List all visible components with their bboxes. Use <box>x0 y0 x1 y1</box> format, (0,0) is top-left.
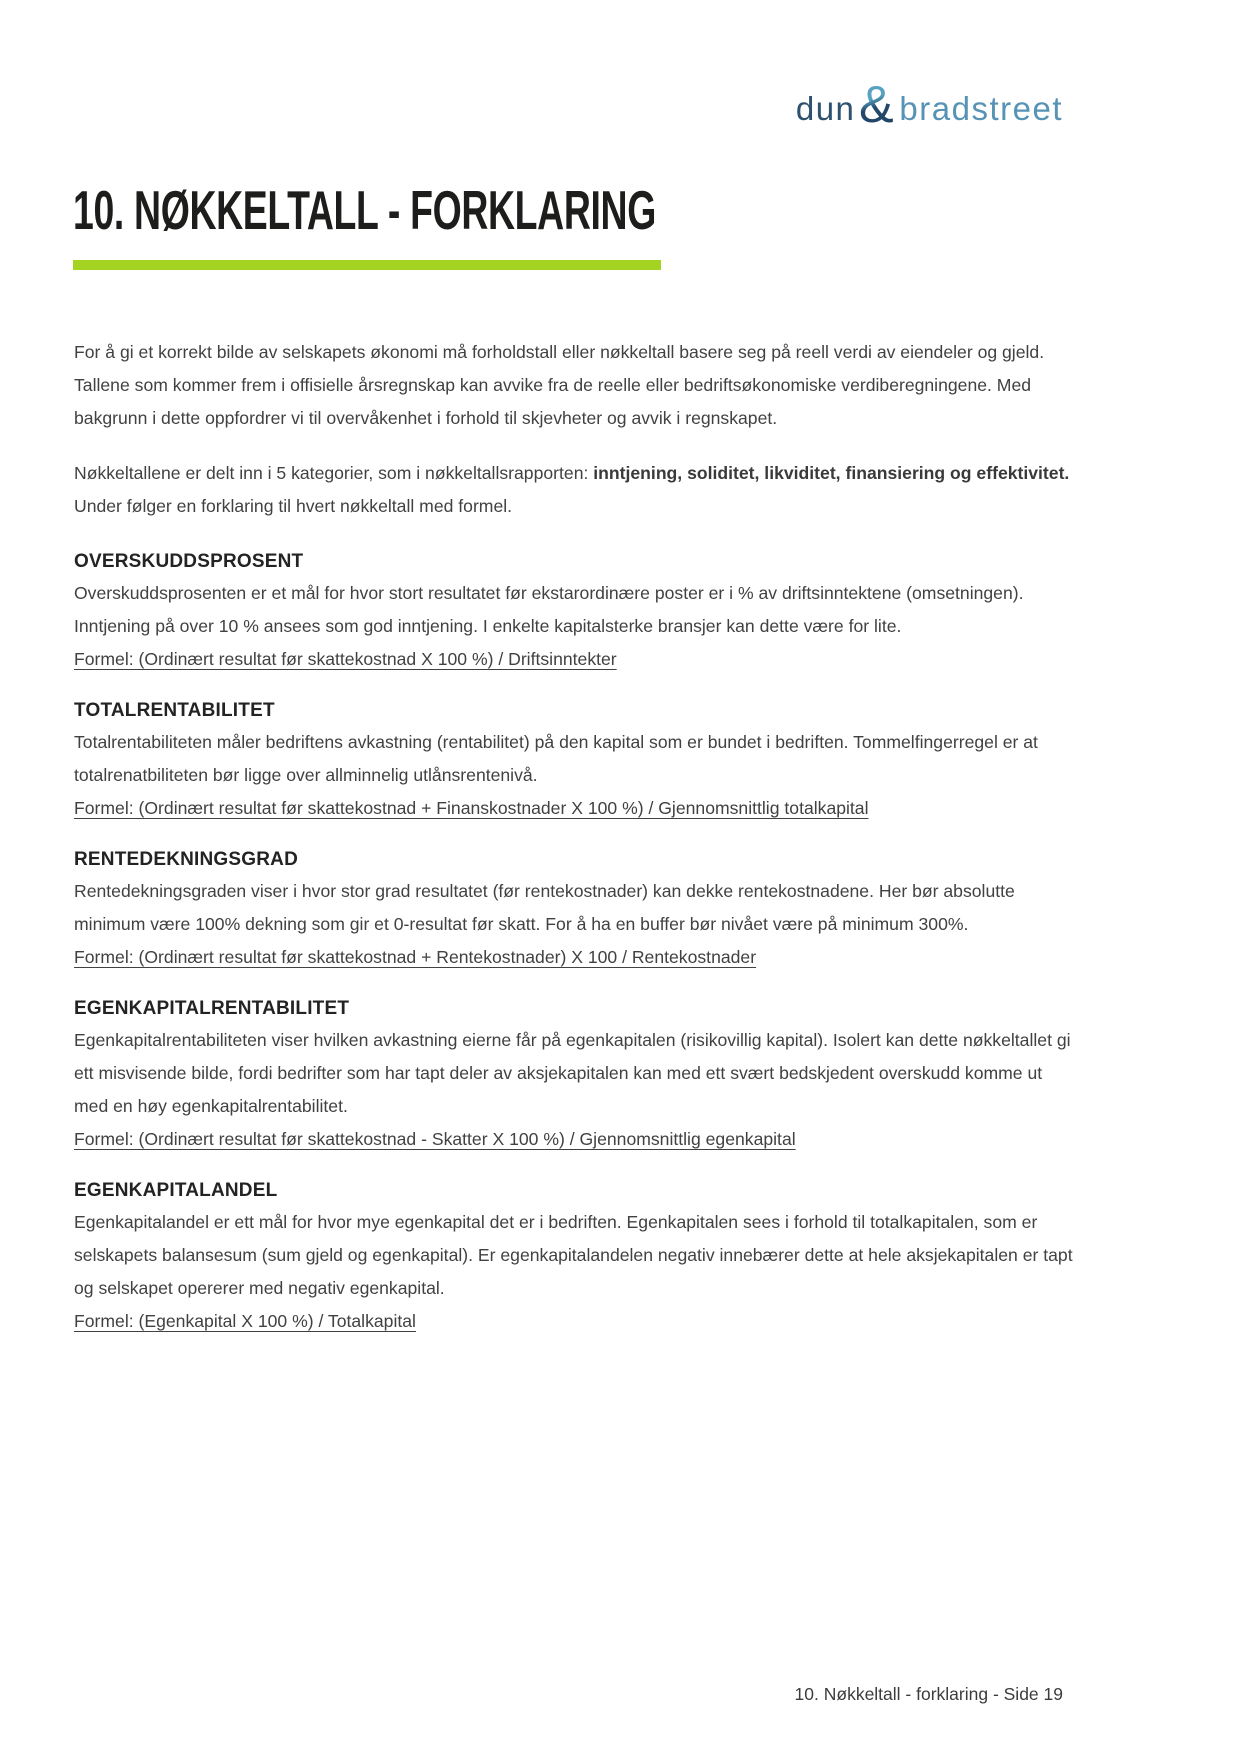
section-formula: Formel: (Ordinært resultat før skattekostnad + Rentekostnader) X 100 / Rentekostnader <box>74 947 757 967</box>
section-formula: Formel: (Egenkapital X 100 %) / Totalkapital <box>74 1311 416 1331</box>
section-title: TOTALRENTABILITET <box>74 700 275 721</box>
dun-bradstreet-logo <box>796 78 1063 138</box>
page-footer: 10. Nøkkeltall - forklaring - Side 19 <box>794 1684 1063 1704</box>
section-body: Overskuddsprosenten er et mål for hvor stort resultatet før ekstarordinære poster er i % av driftsinntektene (omsetningen). Inntjening på over 10 % ansees som god inntjening. I enkelte kapitalsterke bransjer kan dette være for lite. <box>74 583 1024 636</box>
intro-p2-categories: inntjening, soliditet, likviditet, finansiering og effektivitet. <box>593 463 1070 483</box>
kpi-section <box>74 845 1076 974</box>
page-title: 10. NØKKELTALL - FORKLARING <box>73 179 656 241</box>
logo-text-dun: dun <box>795 89 856 127</box>
title-accent-bar <box>73 260 661 270</box>
section-title: OVERSKUDDSPROSENT <box>74 551 304 572</box>
intro-p2-lead: Nøkkeltallene er delt inn i 5 kategorier, som i nøkkeltallsrapporten: <box>74 463 594 483</box>
section-formula: Formel: (Ordinært resultat før skattekostnad + Finanskostnader X 100 %) / Gjennomsnittlig totalkapital <box>74 798 869 818</box>
section-body: Egenkapitalandel er ett mål for hvor mye egenkapital det er i bedriften. Egenkapitalen sees i forhold til totalkapitalen, som er selskapets balansesum (sum gjeld og egenkapital). Er egenkapitalandelen negativ innebærer dette at hele aksjekapitalen er tapt og selskapet opererer med negativ egenkapital. <box>74 1212 1073 1298</box>
intro-paragraph-2 <box>74 457 1076 523</box>
section-title: EGENKAPITALANDEL <box>74 1180 278 1201</box>
content <box>74 336 1076 1338</box>
section-formula: Formel: (Ordinært resultat før skattekostnad X 100 %) / Driftsinntekter <box>74 649 617 669</box>
section-body: Egenkapitalrentabiliteten viser hvilken avkastning eierne får på egenkapitalen (risikovillig kapital). Isolert kan dette nøkkeltallet gi ett misvisende bilde, fordi bedrifter som har tapt deler av aksjekapitalen kan med ett svært bedskjedent overskudd komme ut med en høy egenkapitalrentabilitet. <box>74 1030 1071 1116</box>
sections <box>74 547 1076 1338</box>
intro-paragraph-1: For å gi et korrekt bilde av selskapets økonomi må forholdstall eller nøkkeltall basere seg på reell verdi av eiendeler og gjeld. Tallene som kommer frem i offisielle årsregnskap kan avvike fra de reelle eller bedriftsøkonomiske verdiberegningene. Med bakgrunn i dette oppfordrer vi til overvåkenhet i forhold til skjevheter og avvik i regnskapet. <box>74 342 1045 428</box>
section-body: Totalrentabiliteten måler bedriftens avkastning (rentabilitet) på den kapital som er bundet i bedriften. Tommelfingerregel er at totalrenatbiliteten bør ligge over allminnelig utlånsrentenivå. <box>74 732 1038 785</box>
logo-text-bradstreet: bradstreet <box>899 89 1063 127</box>
section-title: EGENKAPITALRENTABILITET <box>74 998 350 1019</box>
intro-p2-rest: Under følger en forklaring til hvert nøkkeltall med formel. <box>74 496 513 516</box>
section-body: Rentedekningsgraden viser i hvor stor grad resultatet (før rentekostnader) kan dekke rentekostnadene. Her bør absolutte minimum være 100% dekning som gir et 0-resultat før skatt. For å ha en buffer bør nivået være på minimum 300%. <box>74 881 1015 934</box>
section-formula: Formel: (Ordinært resultat før skattekostnad - Skatter X 100 %) / Gjennomsnittlig egenkapital <box>74 1129 796 1149</box>
kpi-section <box>74 1176 1076 1338</box>
kpi-section <box>74 696 1076 825</box>
kpi-section <box>74 547 1076 676</box>
section-title: RENTEDEKNINGSGRAD <box>74 849 299 870</box>
ampersand-icon <box>858 78 898 132</box>
kpi-section <box>74 994 1076 1156</box>
svg-text:&: & <box>859 78 895 132</box>
